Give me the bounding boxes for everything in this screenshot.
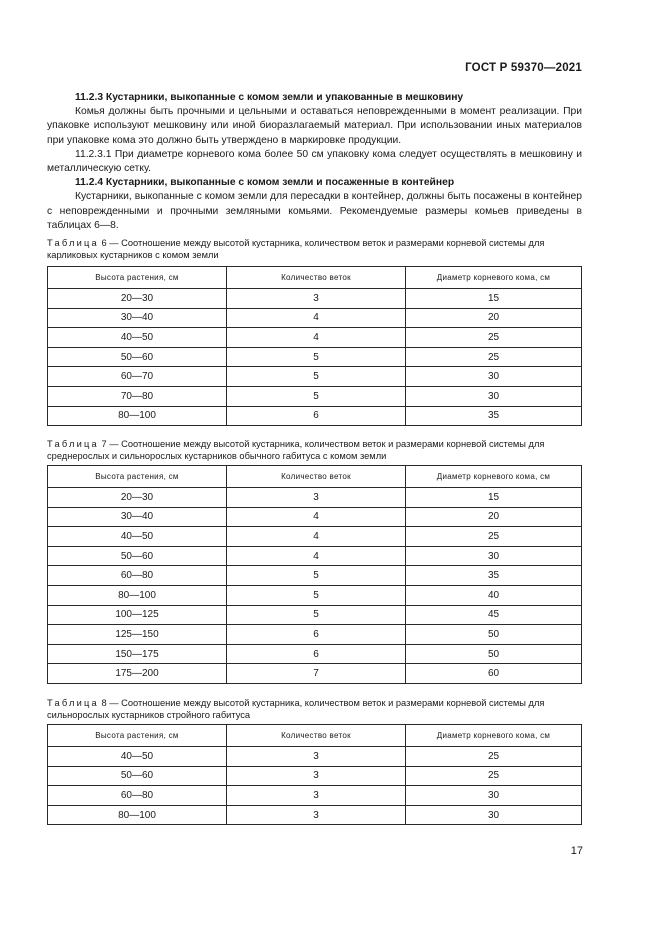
table-row [48, 527, 582, 547]
section-body: Комья должны быть прочными и цельными и оставаться неповрежденными в момент реализации. При упаковке используют мешковину или иной биоразлагаемый материал. При использовании иных материалов при упаковке кома это должно быть утверждено в маркировке продукции. [47, 106, 582, 146]
table-cell: 30 [406, 546, 582, 566]
table-cell: 60—80 [48, 566, 227, 586]
table-cell: 100—125 [48, 605, 227, 625]
table-number: 7 [101, 439, 107, 449]
table-row [48, 507, 582, 527]
table-cell: 3 [227, 289, 406, 309]
table-row [48, 747, 582, 767]
table-cell: 5 [227, 585, 406, 605]
table-cell: 3 [227, 488, 406, 508]
table-cell: 50 [406, 625, 582, 645]
section-body: Кустарники, выкопанные с комом земли для пересадки в контейнер, должны быть посажены в контейнер с неповрежденными и прочными земляными комьями. Рекомендуемые размеры комьев приведены в таблицах 6—8. [47, 191, 582, 231]
table-cell: 40—50 [48, 747, 227, 767]
table-row [48, 605, 582, 625]
column-header: Высота растения, см [48, 466, 227, 488]
table-8 [47, 724, 582, 825]
table-cell: 20 [406, 308, 582, 328]
table-cell: 4 [227, 527, 406, 547]
column-header: Количество веток [227, 466, 406, 488]
table-caption-text: — Соотношение между высотой кустарника, количеством веток и размерами корневой системы для карликовых кустарников с комом земли [47, 238, 545, 260]
table-7 [47, 465, 582, 684]
table-cell: 5 [227, 386, 406, 406]
table-row [48, 805, 582, 825]
table-cell: 3 [227, 766, 406, 786]
column-header: Высота растения, см [48, 725, 227, 747]
table-cell: 5 [227, 367, 406, 387]
table-row [48, 488, 582, 508]
section-11-2-3 [47, 91, 582, 233]
table-row [48, 347, 582, 367]
section-heading: 11.2.4 Кустарники, выкопанные с комом земли и посаженные в контейнер [75, 177, 455, 189]
table-header-row [48, 466, 582, 488]
table-header-row [48, 725, 582, 747]
table-row [48, 766, 582, 786]
table-cell: 6 [227, 644, 406, 664]
table-cell: 3 [227, 747, 406, 767]
table-cell: 4 [227, 546, 406, 566]
table-cell: 25 [406, 747, 582, 767]
table-cell: 40—50 [48, 527, 227, 547]
table-cell: 30 [406, 786, 582, 806]
table-cell: 30 [406, 805, 582, 825]
table-cell: 15 [406, 488, 582, 508]
table-cell: 60 [406, 664, 582, 684]
table-row [48, 308, 582, 328]
table-cell: 4 [227, 507, 406, 527]
table-cell: 125—150 [48, 625, 227, 645]
table-cell: 3 [227, 805, 406, 825]
table-cell: 50 [406, 644, 582, 664]
table-row [48, 664, 582, 684]
table-cell: 25 [406, 766, 582, 786]
table-row [48, 289, 582, 309]
table-cell: 80—100 [48, 585, 227, 605]
table-cell: 5 [227, 347, 406, 367]
table-cell: 45 [406, 605, 582, 625]
table-cell: 80—100 [48, 805, 227, 825]
table-cell: 25 [406, 347, 582, 367]
table-cell: 30 [406, 386, 582, 406]
table-caption-text: — Соотношение между высотой кустарника, количеством веток и размерами корневой системы для среднерослых и сильнорослых кустарников обычного габитуса с комом земли [47, 439, 545, 461]
table-cell: 30—40 [48, 308, 227, 328]
table-cell: 4 [227, 308, 406, 328]
column-header: Диаметр корневого кома, см [406, 466, 582, 488]
table-row [48, 367, 582, 387]
section-body: 11.2.3.1 При диаметре корневого кома более 50 см упаковку кома следует осуществлять в мешковину и металлическую сетку. [47, 148, 582, 175]
table-row [48, 786, 582, 806]
table-row [48, 546, 582, 566]
column-header: Количество веток [227, 267, 406, 289]
table-cell: 60—70 [48, 367, 227, 387]
table-cell: 25 [406, 527, 582, 547]
table-cell: 35 [406, 566, 582, 586]
table-row [48, 585, 582, 605]
table-cell: 20—30 [48, 488, 227, 508]
table-number: 8 [101, 698, 107, 708]
table-cell: 20 [406, 507, 582, 527]
table-row [48, 386, 582, 406]
table-cell: 3 [227, 786, 406, 806]
table-number: 6 [101, 238, 107, 248]
table-cell: 80—100 [48, 406, 227, 426]
table-caption [47, 438, 582, 462]
table-label: Таблица [47, 698, 99, 708]
column-header: Диаметр корневого кома, см [406, 725, 582, 747]
table-cell: 50—60 [48, 347, 227, 367]
table-cell: 15 [406, 289, 582, 309]
table-row [48, 644, 582, 664]
document-number: ГОСТ Р 59370—2021 [465, 62, 582, 74]
table-row [48, 625, 582, 645]
table-cell: 25 [406, 328, 582, 348]
table-row [48, 328, 582, 348]
table-caption-text: — Соотношение между высотой кустарника, количеством веток и размерами корневой системы для сильнорослых кустарников стройного габитуса [47, 698, 545, 720]
table-cell: 50—60 [48, 766, 227, 786]
table-label: Таблица [47, 439, 99, 449]
table-6 [47, 266, 582, 426]
column-header: Количество веток [227, 725, 406, 747]
table-cell: 150—175 [48, 644, 227, 664]
table-cell: 50—60 [48, 546, 227, 566]
table-cell: 175—200 [48, 664, 227, 684]
table-row [48, 406, 582, 426]
table-row [48, 566, 582, 586]
table-cell: 60—80 [48, 786, 227, 806]
table-cell: 70—80 [48, 386, 227, 406]
table-cell: 6 [227, 406, 406, 426]
table-cell: 6 [227, 625, 406, 645]
table-cell: 5 [227, 605, 406, 625]
table-cell: 5 [227, 566, 406, 586]
table-cell: 20—30 [48, 289, 227, 309]
section-heading: 11.2.3 Кустарники, выкопанные с комом земли и упакованные в мешковину [75, 92, 464, 103]
table-caption [47, 697, 582, 721]
table-cell: 30 [406, 367, 582, 387]
table-cell: 30—40 [48, 507, 227, 527]
page-number: 17 [570, 845, 583, 857]
table-cell: 35 [406, 406, 582, 426]
column-header: Диаметр корневого кома, см [406, 267, 582, 289]
column-header: Высота растения, см [48, 267, 227, 289]
table-cell: 40—50 [48, 328, 227, 348]
table-header-row [48, 267, 582, 289]
table-caption [47, 237, 582, 261]
table-label: Таблица [47, 238, 99, 248]
table-cell: 40 [406, 585, 582, 605]
table-cell: 7 [227, 664, 406, 684]
table-cell: 4 [227, 328, 406, 348]
